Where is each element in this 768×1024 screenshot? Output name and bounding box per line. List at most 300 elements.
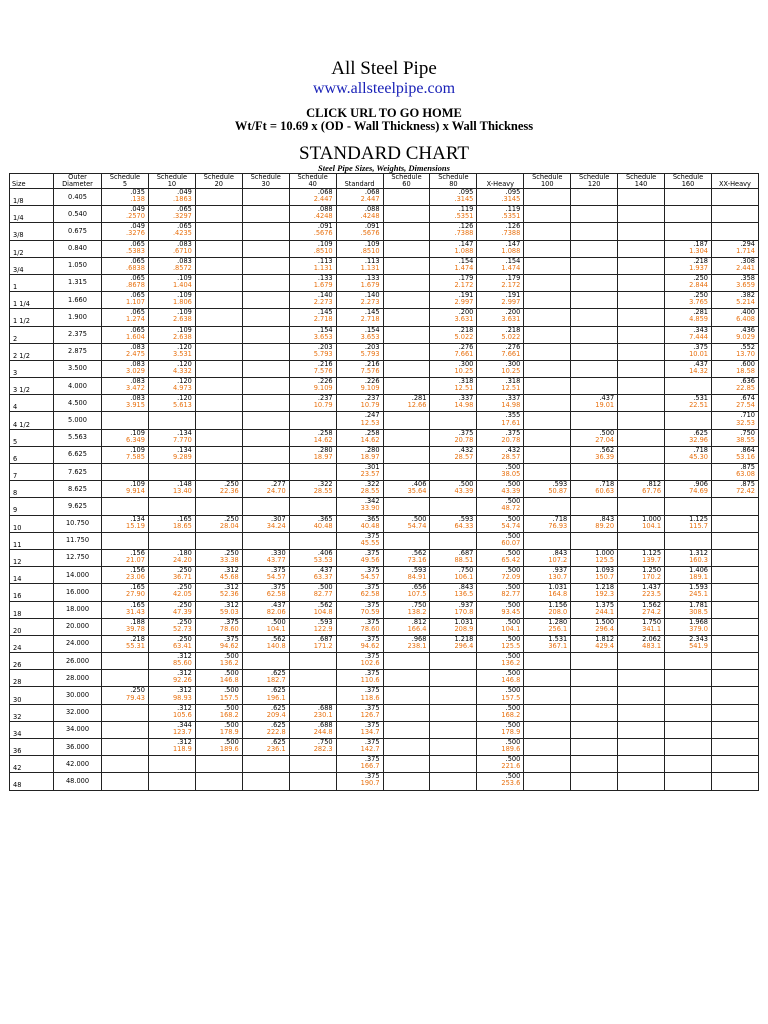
spec-cell [336, 670, 383, 687]
spec-cell [430, 464, 477, 481]
spec-cell [195, 739, 242, 756]
weight-per-foot: 63.41 [172, 641, 192, 650]
outer-diameter: 32.000 [54, 704, 102, 721]
nominal-size: 24 [10, 635, 54, 652]
wall-thickness: .864 [740, 446, 755, 454]
spec-cell [665, 257, 712, 274]
spec-cell [383, 567, 430, 584]
spec-cell [102, 481, 149, 498]
spec-cell [242, 189, 289, 206]
weight-per-foot: .4235 [172, 229, 192, 238]
column-header [195, 174, 242, 189]
spec-cell [618, 360, 665, 377]
wall-thickness: 1.968 [689, 618, 708, 626]
spec-cell [571, 601, 618, 618]
wall-thickness: .250 [693, 274, 708, 282]
spec-cell [242, 360, 289, 377]
wall-thickness: .500 [505, 618, 521, 626]
weight-per-foot: 170.2 [642, 573, 662, 582]
wall-thickness: .083 [130, 394, 145, 403]
spec-cell [289, 395, 336, 412]
weight-per-foot: 1.679 [313, 281, 333, 290]
spec-cell [571, 343, 618, 360]
spec-cell [665, 670, 712, 687]
table-row [10, 395, 759, 412]
spec-cell [242, 395, 289, 412]
wall-thickness: .500 [224, 652, 239, 661]
spec-cell [711, 395, 758, 412]
weight-per-foot: 1.679 [360, 281, 380, 290]
spec-cell [665, 687, 712, 704]
spec-cell [477, 292, 524, 309]
spec-cell [383, 343, 430, 360]
weight-per-foot: 53.16 [736, 452, 755, 461]
wall-thickness: .375 [364, 704, 380, 712]
spec-cell [711, 601, 758, 618]
nominal-size: 10 [10, 515, 54, 532]
outer-diameter: 16.000 [54, 584, 102, 601]
spec-cell [477, 567, 524, 584]
spec-cell [430, 412, 477, 429]
wall-thickness: .500 [505, 497, 521, 506]
wall-thickness: 1.218 [595, 583, 615, 592]
wall-thickness: .688 [317, 721, 333, 729]
spec-cell [618, 549, 665, 566]
spec-cell [102, 653, 149, 670]
spec-cell [665, 464, 712, 481]
weight-per-foot: 483.1 [642, 641, 662, 650]
weight-per-foot: 40.48 [313, 521, 333, 530]
spec-cell [289, 670, 336, 687]
spec-cell [477, 360, 524, 377]
weight-per-foot: 27.04 [595, 435, 615, 444]
wall-thickness: .216 [364, 360, 380, 368]
spec-cell [571, 773, 618, 790]
wall-thickness: .322 [364, 480, 380, 489]
weight-per-foot: 3.659 [736, 281, 755, 290]
weight-per-foot: 72.42 [736, 487, 755, 496]
wall-thickness: .750 [458, 566, 474, 575]
wall-thickness: .237 [317, 394, 333, 403]
spec-cell [665, 274, 712, 291]
spec-cell [289, 601, 336, 618]
wall-thickness: .120 [177, 360, 192, 368]
table-row [10, 360, 759, 377]
weight-per-foot: 157.5 [219, 693, 239, 702]
wall-thickness: .258 [317, 429, 333, 437]
weight-per-foot: .3276 [126, 229, 145, 238]
weight-per-foot: 182.7 [266, 676, 286, 685]
spec-cell [430, 343, 477, 360]
spec-cell [477, 309, 524, 326]
spec-cell [524, 498, 571, 515]
wall-thickness: .109 [177, 308, 192, 317]
spec-cell [618, 343, 665, 360]
spec-cell [195, 464, 242, 481]
spec-cell [477, 378, 524, 395]
spec-cell [195, 189, 242, 206]
table-row [10, 601, 759, 618]
weight-per-foot: 28.57 [454, 452, 474, 461]
weight-per-foot: 118.9 [172, 745, 192, 754]
weight-per-foot: 223.5 [642, 590, 662, 599]
spec-cell [383, 326, 430, 343]
nominal-size: 32 [10, 704, 54, 721]
column-header [242, 174, 289, 189]
column-header-label: Schedule [109, 173, 141, 181]
wall-thickness: .065 [130, 257, 145, 265]
wall-thickness: .095 [458, 188, 474, 196]
spec-cell [665, 189, 712, 206]
weight-per-foot: 23.57 [360, 470, 380, 479]
weight-per-foot: 22.51 [689, 401, 708, 410]
spec-cell [102, 223, 149, 240]
wall-thickness: .312 [177, 686, 192, 695]
weight-per-foot: 230.1 [313, 710, 333, 719]
wall-thickness: .154 [364, 326, 380, 334]
column-header-label: Standard [344, 180, 375, 188]
column-header-label: XX-Heavy [719, 180, 751, 188]
weight-per-foot: 160.3 [689, 556, 708, 565]
nominal-size: 16 [10, 584, 54, 601]
spec-cell [148, 687, 195, 704]
weight-per-foot: 55.31 [126, 641, 145, 650]
wall-thickness: .148 [177, 480, 192, 489]
spec-cell [711, 618, 758, 635]
wall-thickness: .294 [740, 240, 755, 248]
spec-cell [665, 412, 712, 429]
weight-per-foot: 1.806 [172, 298, 192, 307]
wall-thickness: .500 [224, 669, 239, 678]
spec-cell [242, 721, 289, 738]
weight-per-foot: 157.5 [501, 693, 521, 702]
spec-cell [477, 498, 524, 515]
wall-thickness: 1.750 [642, 618, 662, 626]
spec-cell [618, 756, 665, 773]
spec-cell [289, 773, 336, 790]
spec-cell [336, 687, 383, 704]
spec-cell [195, 429, 242, 446]
spec-cell [289, 532, 336, 549]
spec-cell [665, 756, 712, 773]
pipe-chart-table [9, 173, 759, 791]
weight-per-foot: 17.61 [501, 418, 521, 427]
wall-thickness: .156 [130, 549, 145, 557]
weight-per-foot: 2.447 [313, 195, 333, 204]
weight-per-foot: 7.661 [454, 349, 474, 358]
spec-cell [102, 515, 149, 532]
weight-per-foot: 308.5 [689, 607, 708, 616]
column-header-label: 20 [214, 180, 223, 188]
spec-cell [383, 257, 430, 274]
spec-cell [524, 257, 571, 274]
spec-cell [336, 395, 383, 412]
weight-per-foot: 60.07 [501, 538, 521, 547]
wall-thickness: .500 [224, 721, 239, 729]
wall-thickness: .312 [177, 738, 192, 746]
wall-thickness: .083 [177, 240, 192, 248]
weight-per-foot: 122.9 [313, 624, 333, 633]
spec-cell [242, 292, 289, 309]
spec-cell [430, 206, 477, 223]
spec-cell [195, 395, 242, 412]
wall-thickness: .552 [740, 343, 755, 351]
weight-per-foot: 3.653 [313, 332, 333, 341]
spec-cell [711, 223, 758, 240]
wall-thickness: .718 [693, 446, 708, 454]
spec-cell [430, 240, 477, 257]
spec-cell [571, 378, 618, 395]
spec-cell [102, 549, 149, 566]
wall-thickness: .156 [130, 566, 145, 575]
wall-thickness: .318 [458, 377, 474, 386]
wall-thickness: 2.062 [642, 635, 662, 643]
weight-per-foot: 14.98 [501, 401, 521, 410]
table-row [10, 292, 759, 309]
nominal-size: 1 1/2 [10, 309, 54, 326]
wall-thickness: .375 [364, 772, 380, 781]
spec-cell [336, 773, 383, 790]
wall-thickness: .437 [271, 601, 286, 609]
wall-thickness: .812 [411, 618, 427, 626]
wall-thickness: .593 [411, 566, 427, 575]
wall-thickness: .281 [411, 394, 427, 403]
wall-thickness: .344 [177, 721, 192, 729]
wall-thickness: .276 [505, 343, 521, 351]
nominal-size: 7 [10, 464, 54, 481]
spec-cell [477, 704, 524, 721]
wall-thickness: .250 [224, 515, 239, 523]
wall-thickness: .109 [177, 274, 192, 282]
wall-thickness: .307 [271, 515, 286, 523]
wall-thickness: .065 [177, 222, 192, 231]
spec-cell [148, 378, 195, 395]
weight-per-foot: 136.2 [219, 659, 239, 668]
spec-cell [665, 206, 712, 223]
wall-thickness: .500 [224, 738, 239, 746]
spec-cell [477, 549, 524, 566]
weight-per-foot: 5.793 [360, 349, 380, 358]
wall-thickness: .091 [317, 222, 333, 231]
column-header-label: Schedule [250, 173, 281, 181]
wall-thickness: .750 [317, 738, 333, 746]
weight-per-foot: 192.3 [595, 590, 615, 599]
spec-cell [571, 549, 618, 566]
weight-per-foot: 125.5 [595, 556, 615, 565]
spec-cell [524, 395, 571, 412]
wall-thickness: .843 [552, 549, 568, 557]
spec-cell [195, 498, 242, 515]
wall-thickness: 1.406 [689, 566, 708, 575]
weight-per-foot: 14.98 [454, 401, 474, 410]
weight-per-foot: 7.576 [360, 366, 380, 375]
spec-cell [618, 721, 665, 738]
weight-per-foot: 221.6 [501, 762, 521, 771]
wall-thickness: .342 [364, 497, 380, 506]
spec-cell [289, 343, 336, 360]
spec-cell [524, 481, 571, 498]
spec-cell [618, 618, 665, 635]
column-header-label: X-Heavy [486, 180, 515, 188]
column-header-label: Diameter [62, 180, 93, 188]
wall-thickness: .375 [364, 618, 380, 626]
spec-cell [289, 618, 336, 635]
spec-cell [571, 584, 618, 601]
spec-cell [195, 687, 242, 704]
nominal-size: 34 [10, 721, 54, 738]
spec-cell [289, 326, 336, 343]
spec-cell [571, 687, 618, 704]
weight-per-foot: 1.107 [126, 298, 145, 307]
spec-cell [618, 378, 665, 395]
wall-thickness: .113 [317, 257, 333, 265]
wall-thickness: .718 [552, 515, 568, 523]
wall-thickness: 1.375 [595, 601, 615, 609]
column-header [336, 174, 383, 189]
spec-cell [711, 464, 758, 481]
wall-thickness: .500 [271, 618, 286, 626]
spec-cell [289, 412, 336, 429]
weight-per-foot: 18.58 [736, 366, 755, 375]
weight-per-foot: 82.06 [266, 607, 286, 616]
nominal-size: 9 [10, 498, 54, 515]
wall-thickness: .375 [364, 635, 380, 643]
weight-per-foot: 65.42 [501, 556, 521, 565]
nominal-size: 11 [10, 532, 54, 549]
weight-per-foot: .3297 [172, 212, 192, 221]
spec-cell [524, 360, 571, 377]
spec-cell [383, 549, 430, 566]
spec-cell [102, 773, 149, 790]
weight-per-foot: 245.1 [689, 590, 708, 599]
spec-cell [665, 378, 712, 395]
column-header-label: 30 [261, 180, 270, 188]
wall-thickness: .088 [317, 205, 333, 214]
outer-diameter: 26.000 [54, 653, 102, 670]
spec-cell [430, 292, 477, 309]
spec-cell [195, 567, 242, 584]
spec-cell [195, 446, 242, 463]
wall-thickness: .165 [130, 601, 145, 609]
spec-cell [571, 739, 618, 756]
weight-per-foot: 52.36 [219, 590, 239, 599]
weight-per-foot: 541.9 [689, 641, 708, 650]
spec-cell [711, 687, 758, 704]
spec-cell [195, 240, 242, 257]
spec-cell [336, 481, 383, 498]
weight-per-foot: 238.1 [407, 641, 427, 650]
wall-thickness: .625 [271, 669, 286, 678]
wall-thickness: .625 [271, 686, 286, 695]
spec-cell [383, 756, 430, 773]
table-row [10, 567, 759, 584]
weight-per-foot: 39.78 [126, 624, 145, 633]
spec-cell [524, 567, 571, 584]
weight-per-foot: 33.38 [219, 556, 239, 565]
weight-per-foot: 82.77 [501, 590, 521, 599]
spec-cell [336, 515, 383, 532]
weight-per-foot: 429.4 [595, 641, 615, 650]
spec-cell [618, 481, 665, 498]
wall-thickness: .330 [271, 549, 286, 557]
spec-cell [571, 567, 618, 584]
column-header-label: Schedule [203, 173, 234, 181]
wall-thickness: .710 [740, 411, 755, 420]
wall-thickness: 1.218 [454, 635, 474, 643]
wall-thickness: 1.562 [642, 601, 662, 609]
spec-cell [102, 429, 149, 446]
spec-cell [524, 653, 571, 670]
spec-cell [618, 498, 665, 515]
weight-per-foot: 22.85 [736, 384, 755, 393]
wall-thickness: .375 [505, 429, 521, 437]
wall-thickness: .337 [458, 394, 474, 403]
wall-thickness: 2.343 [689, 635, 708, 643]
spec-cell [711, 653, 758, 670]
spec-cell [242, 773, 289, 790]
home-url-link[interactable]: www.allsteelpipe.com [312, 80, 456, 97]
outer-diameter: 5.563 [54, 429, 102, 446]
spec-cell [383, 584, 430, 601]
spec-cell [148, 773, 195, 790]
wall-thickness: .312 [224, 601, 239, 609]
column-header [102, 174, 149, 189]
weight-per-foot: 367.1 [548, 641, 568, 650]
spec-cell [430, 309, 477, 326]
spec-cell [195, 670, 242, 687]
nominal-size: 42 [10, 756, 54, 773]
spec-cell [242, 670, 289, 687]
spec-cell [665, 343, 712, 360]
spec-cell [430, 773, 477, 790]
weight-per-foot: 1.404 [172, 281, 192, 290]
wall-thickness: .250 [693, 291, 708, 300]
wall-thickness: .500 [505, 463, 521, 471]
column-header-label: 120 [587, 180, 601, 188]
spec-cell [430, 739, 477, 756]
wall-thickness: .091 [364, 222, 380, 231]
spec-cell [618, 446, 665, 463]
wall-thickness: .500 [317, 583, 333, 592]
wall-thickness: .218 [505, 326, 521, 334]
spec-cell [571, 618, 618, 635]
spec-cell [289, 223, 336, 240]
weight-per-foot: 5.613 [172, 401, 192, 410]
wall-thickness: .203 [364, 343, 380, 351]
wall-thickness: .134 [177, 446, 192, 454]
weight-per-foot: 19.01 [595, 401, 615, 410]
spec-cell [148, 429, 195, 446]
spec-cell [524, 446, 571, 463]
wall-thickness: .154 [505, 257, 521, 265]
weight-per-foot: .8510 [313, 246, 333, 255]
spec-cell [383, 721, 430, 738]
weight-per-foot: 70.59 [360, 607, 380, 616]
spec-cell [618, 429, 665, 446]
wall-thickness: .500 [505, 686, 521, 695]
table-header-row [10, 174, 759, 189]
spec-cell [665, 309, 712, 326]
nominal-size: 2 1/2 [10, 343, 54, 360]
weight-per-foot: 3.631 [454, 315, 474, 324]
spec-cell [383, 412, 430, 429]
wall-thickness: .120 [177, 394, 192, 403]
spec-cell [665, 653, 712, 670]
table-row [10, 412, 759, 429]
weight-per-foot: 110.6 [360, 676, 380, 685]
column-header-label: 100 [540, 180, 554, 188]
wall-thickness: .049 [177, 188, 192, 196]
